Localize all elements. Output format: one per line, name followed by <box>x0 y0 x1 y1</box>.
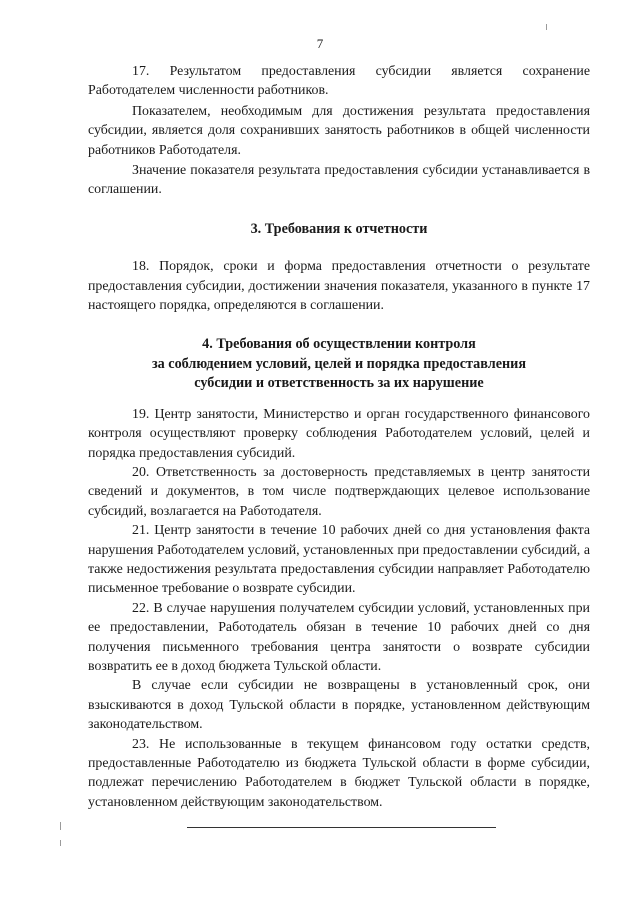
scan-speck <box>60 840 61 846</box>
paragraph-22: 22. В случае нарушения получателем субсидии условий, установленных при ее предоставлении, Работодатель обязан в течение 10 рабочих дней со дня получения письменного требования центра занятости о возврате субсидии возвратить ее в доход бюджета Тульской области. <box>88 600 590 674</box>
paragraph-17-value: Значение показателя результата предоставления субсидии устанавливается в соглашении. <box>88 163 590 198</box>
scan-speck <box>546 24 547 30</box>
section-4-heading-line-3: субсидии и ответственность за их нарушение <box>194 375 484 392</box>
section-4-heading <box>88 335 590 393</box>
paragraph-17-indicator: Показателем, необходимым для достижения результата предоставления субсидии, является доля сохранивших занятость работников в общей численности работников Работодателя. <box>88 103 590 158</box>
section-3-heading: 3. Требования к отчетности <box>250 220 428 237</box>
paragraph-23: 23. Не использованные в текущем финансовом году остатки средств, предоставленные Работодателю из бюджета Тульской области в форме субсидии, подлежат перечислению Работодателем в бюджет Тульской области в порядке, установленном действующим законодательством. <box>88 736 590 810</box>
section-4-heading-line-2: за соблюдением условий, целей и порядка предоставления <box>151 355 527 372</box>
paragraph-17: 17. Результатом предоставления субсидии является сохранение Работодателем численности работников. <box>88 64 590 99</box>
paragraph-21: 21. Центр занятости в течение 10 рабочих дней со дня установления факта нарушения Работодателем условий, установленных при предоставлении субсидий, а также недостижения результата предоставления субсидии направляет Работодателю письменное требование о возврате субсидии. <box>88 523 590 597</box>
document-body <box>88 62 590 812</box>
scan-speck <box>60 822 61 830</box>
section-4-heading-line-1: 4. Требования об осуществлении контроля <box>202 336 476 353</box>
paragraph-22-recovery: В случае если субсидии не возвращены в установленный срок, они взыскиваются в доход Тульской области в порядке, установленном действующим законодательством. <box>88 678 590 733</box>
paragraph-18: 18. Порядок, сроки и форма предоставления отчетности о результате предоставления субсидии, достижении значения показателя, указанного в пункте 17 настоящего порядка, определяются в соглашении. <box>88 259 590 314</box>
page-number: 7 <box>316 36 324 51</box>
paragraph-20: 20. Ответственность за достоверность представляемых в центр занятости сведений и документов, в том числе подтверждающих целевое использование субсидий, возлагается на Работодателя. <box>88 464 590 519</box>
paragraph-19: 19. Центр занятости, Министерство и орган государственного финансового контроля осуществляют проверку соблюдения Работодателем условий, целей и порядка предоставления субсидий. <box>88 406 590 461</box>
end-separator-line <box>187 827 496 828</box>
